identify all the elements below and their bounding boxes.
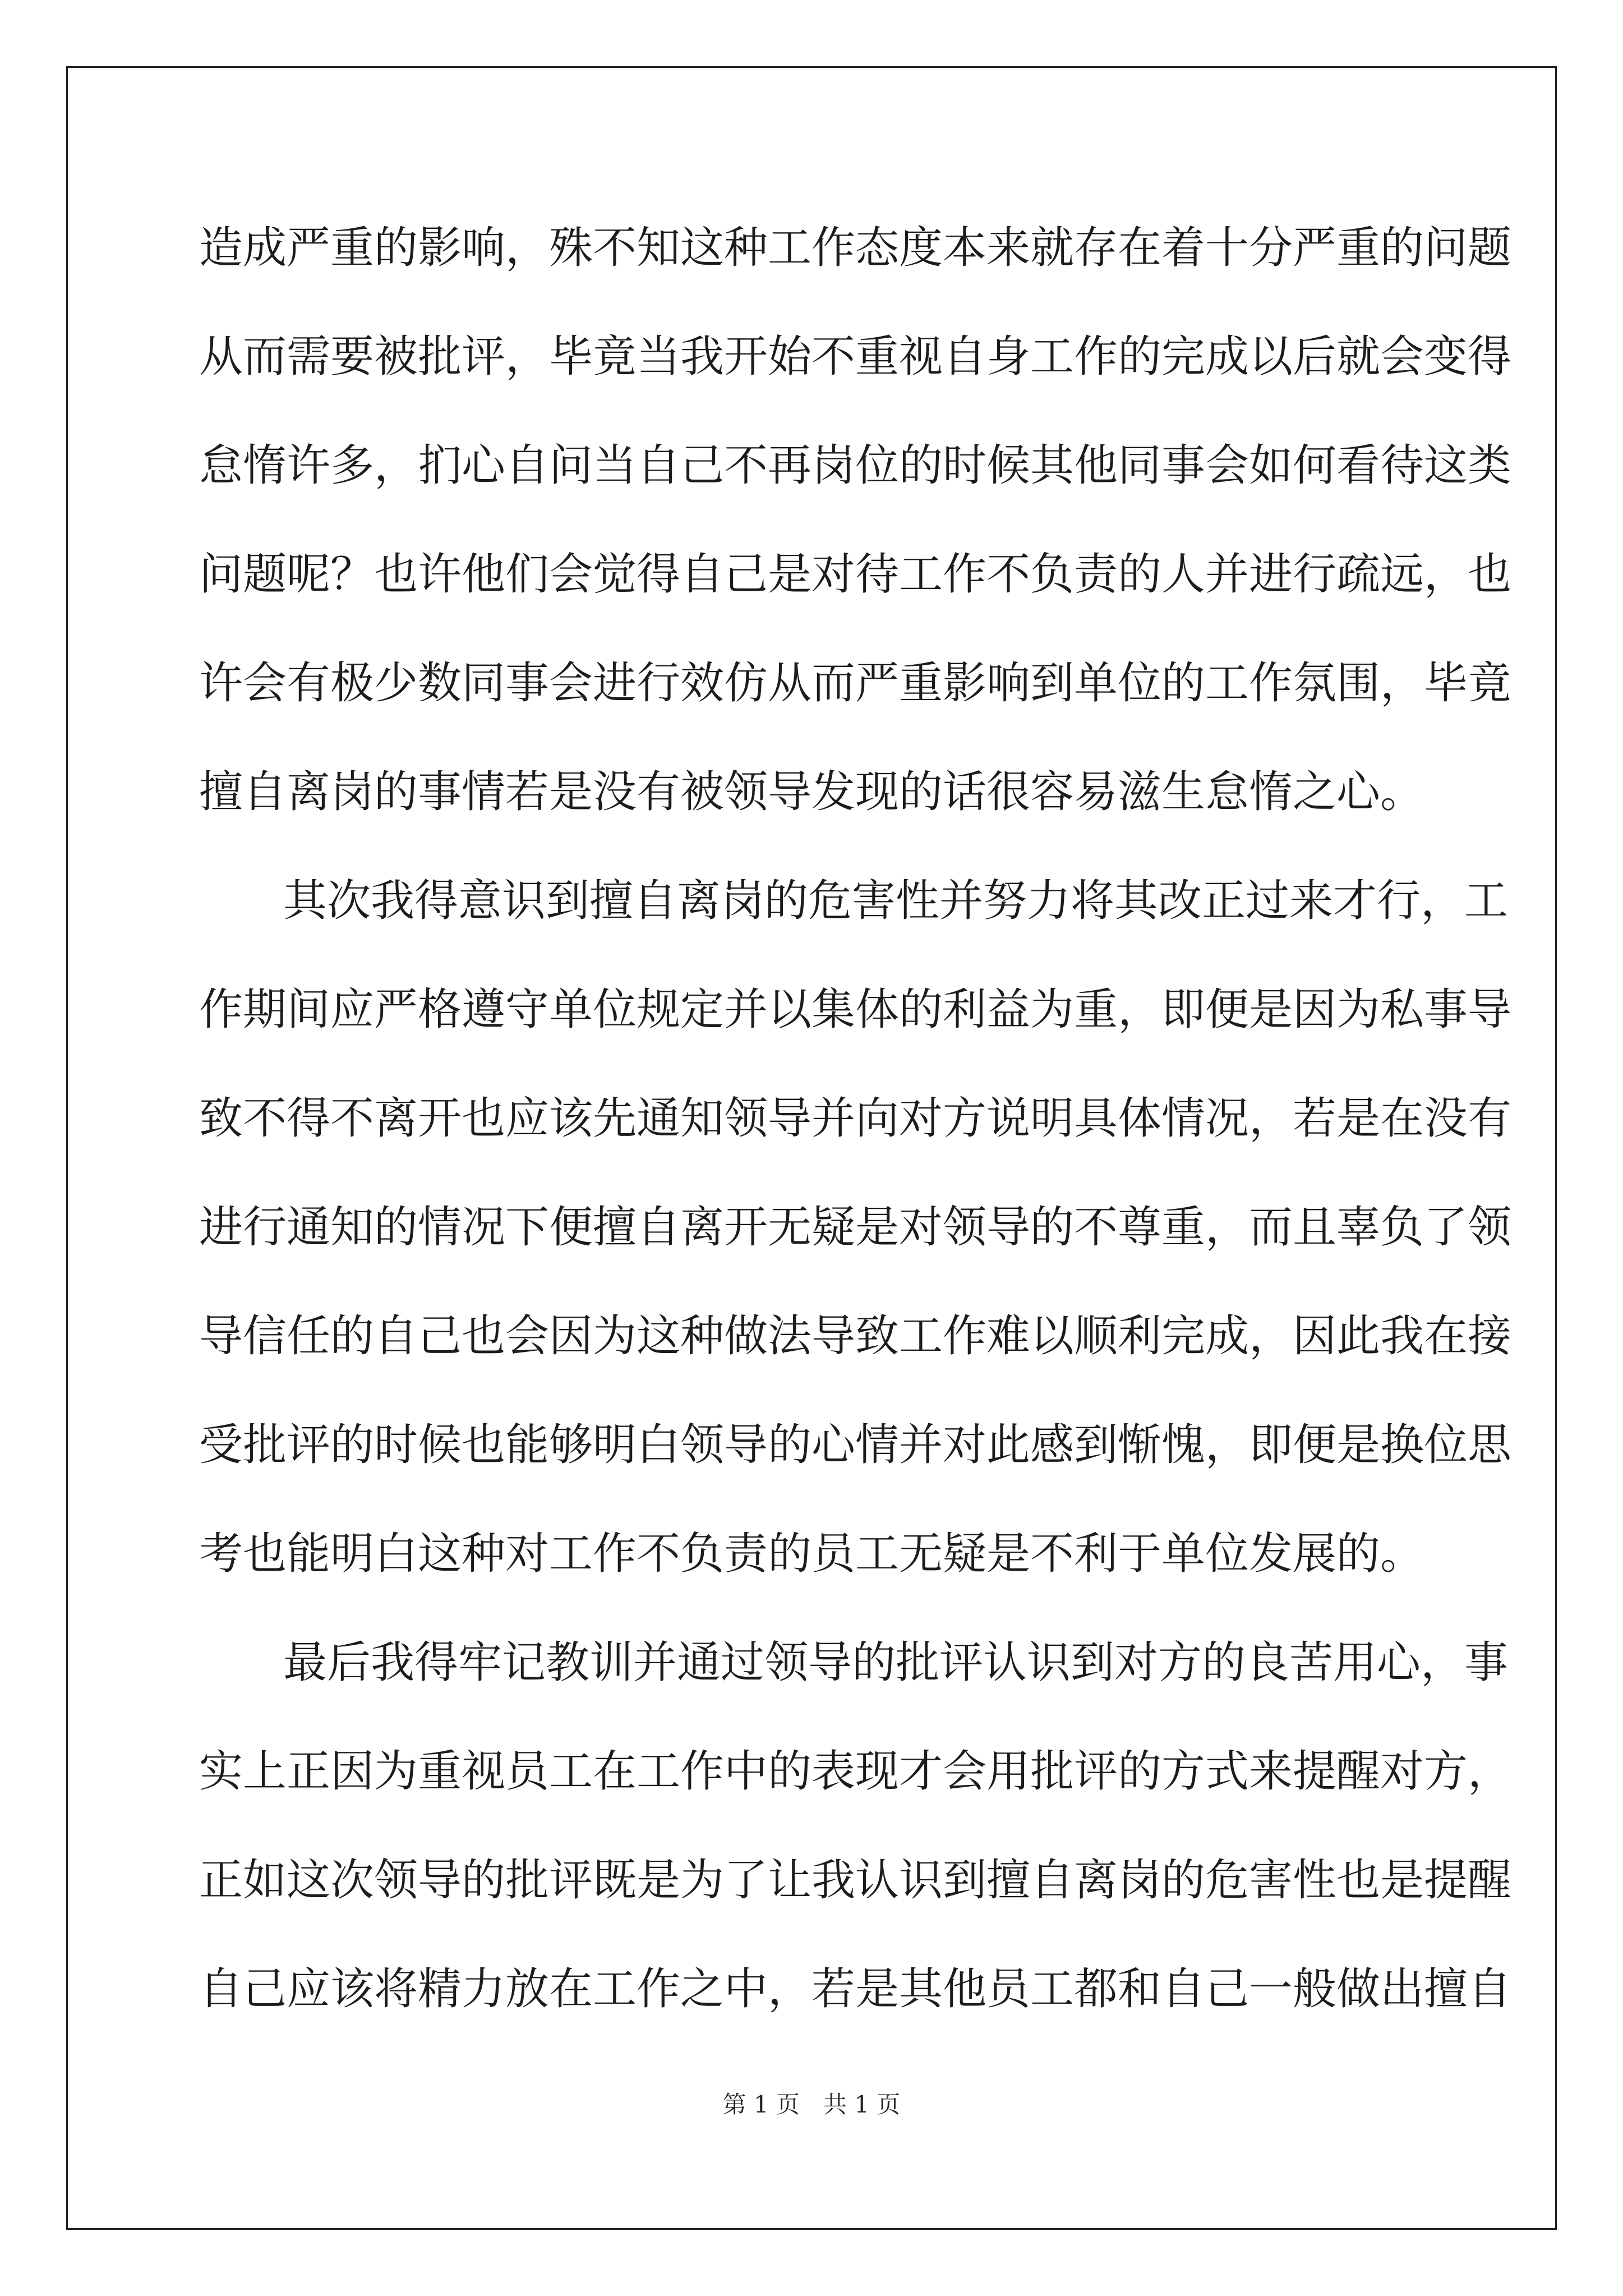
text-line: 自己应该将精力放在工作之中，若是其他员工都和自己一般做出擅自 [199,1964,1512,2014]
text-line: 受批评的时候也能够明白领导的心情并对此感到惭愧，即便是换位思 [199,1420,1512,1470]
text-line: 其次我得意识到擅自离岗的危害性并努力将其改正过来才行，工 [283,876,1509,926]
text-line: 考也能明白这种对工作不负责的员工无疑是不利于单位发展的。 [199,1529,1424,1579]
text-line: 最后我得牢记教训并通过领导的批评认识到对方的良苦用心，事 [283,1637,1509,1688]
text-line: 许会有极少数同事会进行效仿从而严重影响到单位的工作氛围，毕竟 [199,658,1512,708]
text-line: 正如这次领导的批评既是为了让我认识到擅自离岗的危害性也是提醒 [199,1855,1512,1906]
text-line: 造成严重的影响，殊不知这种工作态度本来就存在着十分严重的问题 [199,223,1512,273]
text-line: 作期间应严格遵守单位规定并以集体的利益为重，即便是因为私事导 [199,984,1512,1035]
text-line: 实上正因为重视员工在工作中的表现才会用批评的方式来提醒对方， [199,1746,1512,1797]
text-line: 进行通知的情况下便擅自离开无疑是对领导的不尊重，而且辜负了领 [199,1202,1512,1253]
text-line: 导信任的自己也会因为这种做法导致工作难以顺利完成，因此我在接 [199,1311,1512,1361]
text-line: 从而需要被批评，毕竟当我开始不重视自身工作的完成以后就会变得 [199,332,1512,382]
text-line: 擅自离岗的事情若是没有被领导发现的话很容易滋生怠惰之心。 [199,767,1424,817]
text-line: 致不得不离开也应该先通知领导并向对方说明具体情况，若是在没有 [199,1093,1512,1144]
text-line: 问题呢？也许他们会觉得自己是对待工作不负责的人并进行疏远，也 [199,549,1512,600]
text-line: 怠惰许多，扪心自问当自己不再岗位的时候其他同事会如何看待这类 [199,440,1512,491]
page-footer: 第 1 页 共 1 页 [722,2091,901,2118]
